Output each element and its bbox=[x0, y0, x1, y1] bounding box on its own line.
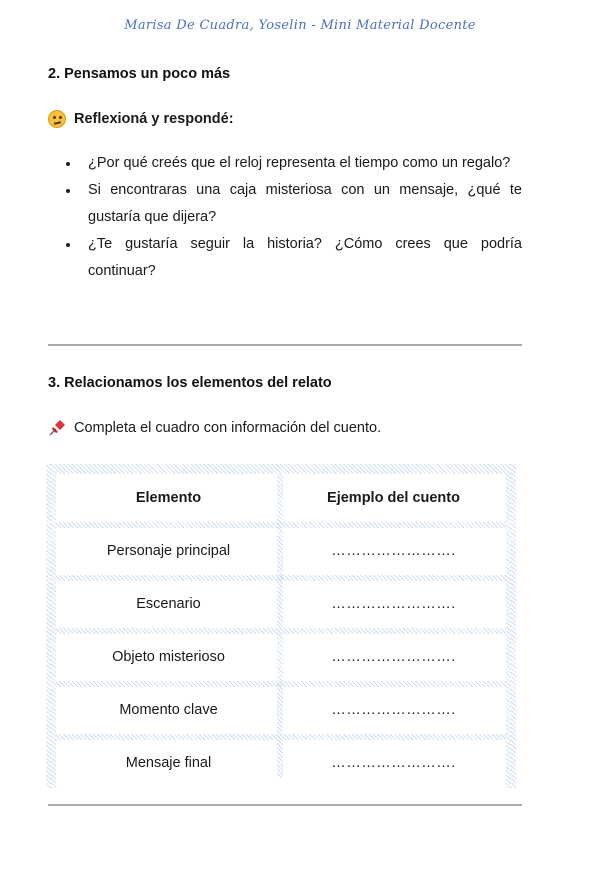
thinking-face-icon bbox=[48, 110, 66, 128]
bottom-divider bbox=[48, 804, 522, 806]
table-header-ejemplo: Ejemplo del cuento bbox=[327, 489, 460, 506]
table-cell-answer-blank[interactable]: ……………………. bbox=[331, 648, 456, 665]
table-cell-element: Personaje principal bbox=[106, 542, 231, 559]
section-3-heading: 3. Relacionamos los elementos del relato bbox=[48, 375, 332, 391]
table-cell-element: Objeto misterioso bbox=[112, 648, 225, 665]
section-2-subheading bbox=[48, 110, 234, 128]
table-cell-answer-blank[interactable]: ……………………. bbox=[331, 754, 456, 771]
table-column-separator bbox=[277, 474, 283, 778]
list-item: Si encontraras una caja misteriosa con un mensaje, ¿qué te gustaría que dijera? bbox=[62, 177, 522, 231]
section-3-instruction bbox=[48, 419, 381, 437]
section-2-heading: 2. Pensamos un poco más bbox=[48, 66, 231, 82]
table-cell-answer-blank[interactable]: ……………………. bbox=[331, 701, 456, 718]
table-header-elemento: Elemento bbox=[135, 489, 202, 506]
table-cell-element: Mensaje final bbox=[125, 754, 212, 771]
table-cell-element: Escenario bbox=[136, 595, 201, 612]
table-cell-answer-blank[interactable]: ……………………. bbox=[331, 542, 456, 559]
list-item: ¿Por qué creés que el reloj representa el tiempo como un regalo? bbox=[62, 150, 522, 177]
question-list bbox=[62, 150, 522, 285]
table-cell-element: Momento clave bbox=[119, 701, 218, 718]
header-title: Marisa De Cuadra, Yoselin - Mini Material Docente bbox=[124, 18, 476, 33]
table-row-separator bbox=[56, 522, 506, 528]
table-row-separator bbox=[56, 734, 506, 740]
elements-table-frame bbox=[46, 464, 516, 788]
table-cell-answer-blank[interactable]: ……………………. bbox=[331, 595, 456, 612]
table-row-separator bbox=[56, 628, 506, 634]
list-item: ¿Te gustaría seguir la historia? ¿Cómo crees que podría continuar? bbox=[62, 231, 522, 285]
table-row-separator bbox=[56, 575, 506, 581]
section-3-instruction-text: Completa el cuadro con información del cuento. bbox=[74, 420, 382, 436]
section-divider bbox=[48, 344, 522, 346]
table-row-separator bbox=[56, 681, 506, 687]
section-2-subheading-text: Reflexioná y respondé: bbox=[74, 111, 234, 127]
pushpin-icon bbox=[48, 419, 66, 437]
